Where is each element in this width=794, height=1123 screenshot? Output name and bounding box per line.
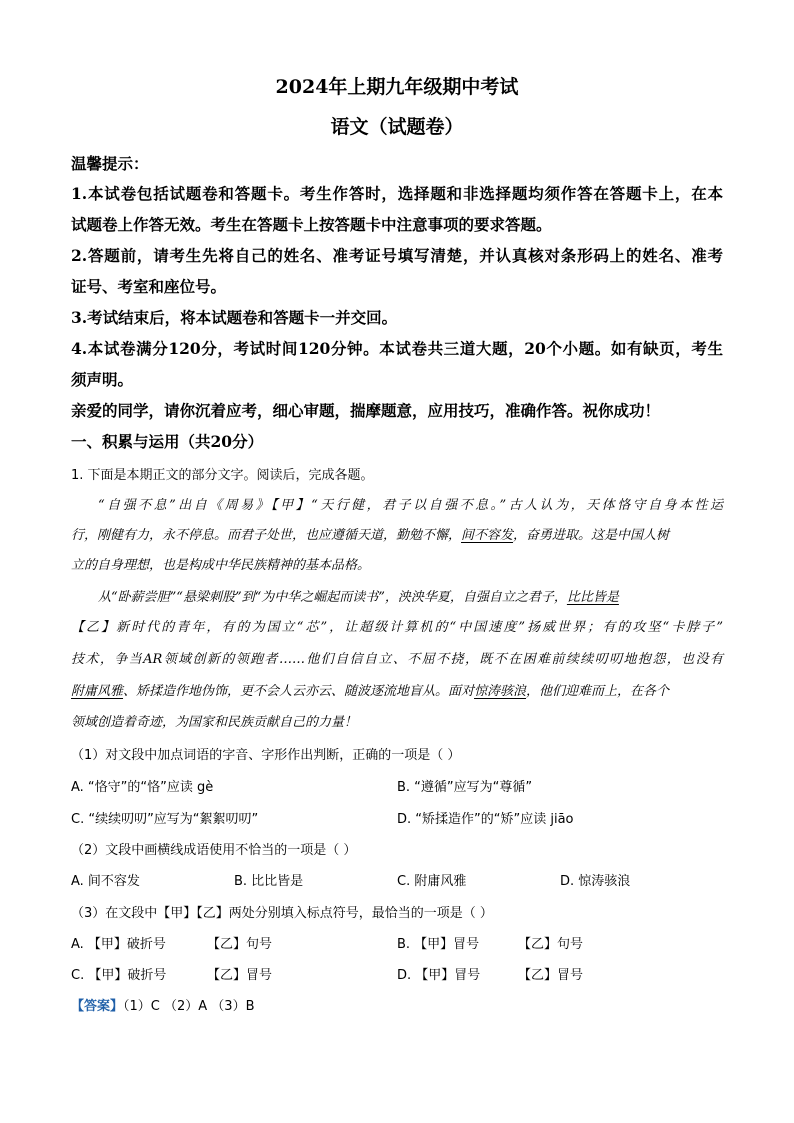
sub3-option-b-part-1: B. 【甲】冒号 [397,937,480,952]
answer-label: 【答案】 [71,999,124,1014]
exam-title: 2024年上期九年级期中考试 [275,76,519,98]
passage-p2-line-1 [98,586,619,605]
passage-text: ，他们迎难而上，在各个 [526,684,670,699]
sub2-option-d: D. 惊涛骇浪 [560,874,631,889]
tip-3: 3.考试结束后，将本试题卷和答题卡一并交回。 [71,308,398,327]
passage-p2-line-2: 【乙】新时代的青年，有的为国立“芯”，让超级计算机的“中国速度”扬威世界；有的攻坚“卡脖子” [71,620,723,635]
tips-heading: 温馨提示： [71,154,149,173]
passage-p2-line-4 [71,680,669,699]
tip-4-line-1: 4.本试卷满分120分，考试时间120分钟。本试卷共三道大题，20个小题。如有缺页，考生 [71,339,723,358]
sub3-option-c-part-1: C. 【甲】破折号 [71,968,167,983]
passage-p1-line-3: 立的自身理想，也是构成中华民族精神的基本品格。 [71,558,371,573]
question-1-intro: 1. 下面是本期正文的部分文字。阅读后，完成各题。 [71,468,374,483]
sub2-option-c: C. 附庸风雅 [397,874,467,889]
underlined-idiom: 比比皆是 [566,590,619,605]
sub1-option-c: C. “续续叨叨”应写为“絮絮叨叨” [71,812,259,827]
sub1-option-a: A. “恪守”的“恪”应读 gè [71,780,214,795]
sub-question-2: （2）文段中画横线成语使用不恰当的一项是（ ） [71,843,357,858]
tip-2-line-2: 证号、考室和座位号。 [71,277,227,296]
passage-p1-line-1: “自强不息”出自《周易》【甲】“天行健，君子以自强不息。”古人认为，天体恪守自身本性运 [98,498,723,513]
exam-subtitle: 语文（试题卷） [330,116,464,138]
sub3-option-d-part-1: D. 【甲】冒号 [397,968,481,983]
passage-p2-line-5: 领域创造着奇迹，为国家和民族贡献自己的力量！ [71,715,358,730]
passage-p1-line-2 [71,524,669,543]
underlined-idiom: 惊涛骇浪 [474,684,527,699]
underlined-idiom: 间不容发 [461,528,514,543]
passage-text: 、矫揉造作地伪饰，更不会人云亦云、随波逐流地盲从。面对 [123,684,475,699]
greeting: 亲爱的同学，请你沉着应考，细心审题，揣摩题意，应用技巧，准确作答。祝你成功！ [71,401,661,420]
sub1-option-d: D. “矫揉造作”的“矫”应读 jiāo [397,812,574,827]
passage-text: ，奋勇进取。这是中国人树 [513,528,670,543]
sub-question-1: （1）对文段中加点词语的字音、字形作出判断，正确的一项是（ ） [71,748,461,763]
passage-p2-line-3: 技术，争当AR领域创新的领跑者……他们自信自立、不屈不挠，既不在困难前续续叨叨地抱怨，也没有 [71,652,723,667]
tip-1-line-2: 试题卷上作答无效。考生在答题卡上按答题卡中注意事项的要求答题。 [71,215,552,234]
sub2-option-a: A. 间不容发 [71,874,140,889]
sub3-option-c-part-2: 【乙】冒号 [207,968,273,983]
sub3-option-a-part-2: 【乙】句号 [207,937,273,952]
tip-2-line-1: 2.答题前，请考生先将自己的姓名、准考证号填写清楚，并认真核对条形码上的姓名、准考 [71,246,723,265]
passage-text: 从“卧薪尝胆”“悬梁刺股”到“为中华之崛起而读书”，泱泱华夏，自强自立之君子， [98,590,567,605]
sub3-option-a-part-1: A. 【甲】破折号 [71,937,166,952]
tip-1-line-1: 1.本试卷包括试题卷和答题卡。考生作答时，选择题和非选择题均须作答在答题卡上，在本 [71,184,723,203]
sub3-option-d-part-2: 【乙】冒号 [518,968,584,983]
sub3-option-b-part-2: 【乙】句号 [518,937,584,952]
tip-4-line-2: 须声明。 [71,370,134,389]
answer-text: （1）C （2）A （3）B [123,999,255,1014]
answer-line [71,995,254,1014]
underlined-idiom: 附庸风雅 [71,684,124,699]
sub1-option-b: B. “遵循”应写为“尊循” [397,780,533,795]
section-1-heading: 一、积累与运用（共20分） [71,432,264,451]
sub2-option-b: B. 比比皆是 [234,874,304,889]
sub-question-3: （3）在文段中【甲】【乙】两处分别填入标点符号，最恰当的一项是（ ） [71,906,493,921]
passage-text: 行，刚健有力，永不停息。而君子处世，也应遵循天道，勤勉不懈， [71,528,462,543]
